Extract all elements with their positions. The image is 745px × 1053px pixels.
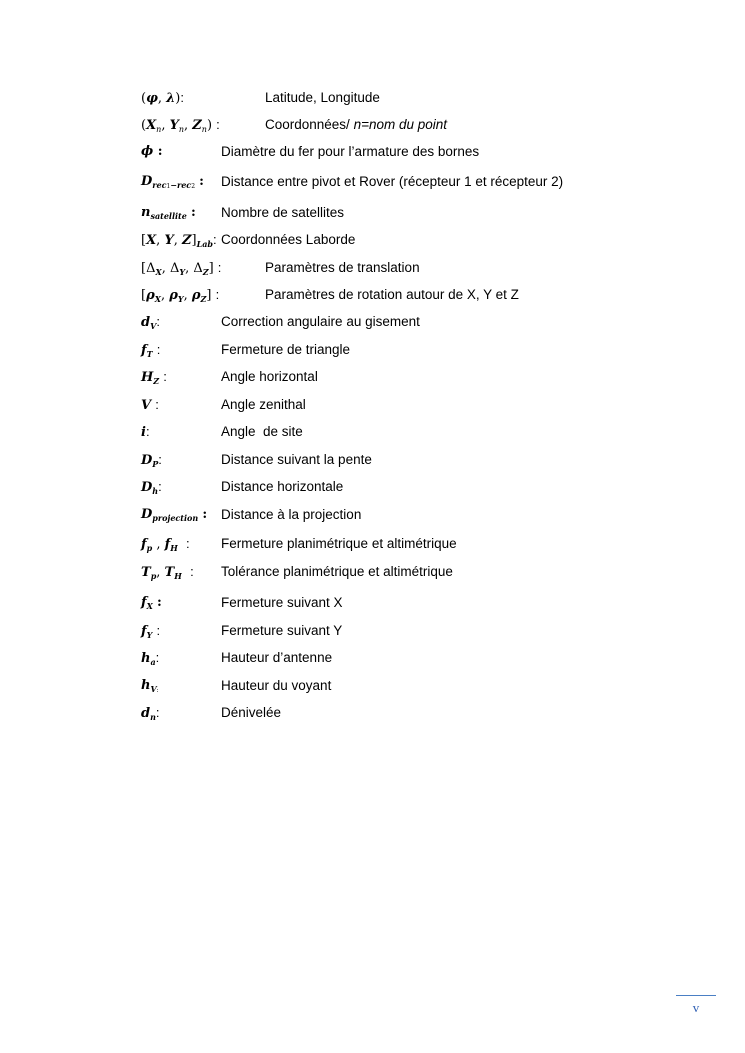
- notation-description: Distance entre pivot et Rover (récepteur 1 et récepteur 2): [221, 174, 564, 189]
- notation-description: Hauteur d’antenne: [221, 650, 333, 665]
- notation-description: Nombre de satellites: [221, 205, 345, 220]
- notation-symbol: $D_h$:: [141, 479, 162, 496]
- notation-symbol: $f_p$ , $f_H$ :: [141, 536, 190, 553]
- notation-symbol: $n_{satellite}$ :: [141, 205, 196, 221]
- notation-symbol: $D_{projection}$ :: [141, 507, 208, 523]
- notation-description: Paramètres de translation: [265, 260, 420, 275]
- notation-description: Paramètres de rotation autour de X, Y et Z: [265, 287, 519, 302]
- notation-description: Dénivelée: [221, 705, 282, 720]
- notation-symbol: $H_Z$ :: [141, 369, 167, 386]
- notation-symbol: [$\rho_X$, $\rho_Y$, $\rho_Z$] :: [141, 287, 220, 304]
- notation-symbol: ($X_n$, $Y_n$, $Z_n$) :: [141, 117, 220, 134]
- notation-symbol: ϕ :: [141, 144, 163, 159]
- notation-description: Latitude, Longitude: [265, 90, 380, 105]
- footer-rule: [676, 995, 716, 996]
- notation-symbol: [X, Y, $Z]_{Lab}$:: [141, 232, 217, 249]
- notation-symbol: $T_p$, $T_H$ :: [141, 564, 194, 581]
- notation-description: Diamètre du fer pour l’armature des bornes: [221, 144, 480, 159]
- notation-symbol: i:: [141, 424, 150, 440]
- notation-symbol: $d_V$:: [141, 314, 160, 331]
- page-number: v: [692, 1000, 700, 1015]
- notation-symbol: V :: [141, 397, 159, 413]
- notation-description: Fermeture suivant Y: [221, 623, 343, 638]
- notation-symbol: $h_a$:: [141, 650, 160, 667]
- notation-description: Coordonnées Laborde: [221, 232, 356, 247]
- notation-description: Angle de site: [221, 424, 303, 439]
- notation-description: Hauteur du voyant: [221, 678, 332, 693]
- notation-symbol: $D_{rec1-rec2}$ :: [141, 174, 204, 190]
- notation-symbol: (φ, λ):: [141, 90, 184, 106]
- notation-description: Distance à la projection: [221, 507, 362, 522]
- notation-description: Coordonnées/ n=nom du point: [265, 117, 448, 132]
- notation-description: Fermeture de triangle: [221, 342, 351, 357]
- notation-description: Angle zenithal: [221, 397, 306, 412]
- notation-symbol: $D_P$:: [141, 452, 162, 469]
- notation-symbol: [$\Delta_X$, $\Delta_Y$, $\Delta_Z$] :: [141, 260, 222, 277]
- notation-description: Distance horizontale: [221, 479, 344, 494]
- notation-description: Tolérance planimétrique et altimétrique: [221, 564, 453, 579]
- notation-description: Correction angulaire au gisement: [221, 314, 420, 329]
- notation-symbol: $d_n$:: [141, 705, 160, 722]
- notation-description: Distance suivant la pente: [221, 452, 372, 467]
- notation-description: Fermeture suivant X: [221, 595, 343, 610]
- notation-symbol: $h_{V:}$: [141, 678, 159, 694]
- notation-symbol: $f_T$ :: [141, 342, 161, 359]
- notation-description: Angle horizontal: [221, 369, 318, 384]
- notation-description: Fermeture planimétrique et altimétrique: [221, 536, 457, 551]
- notation-symbol: $f_X$ :: [141, 595, 162, 611]
- notation-symbol: $f_Y$ :: [141, 623, 161, 640]
